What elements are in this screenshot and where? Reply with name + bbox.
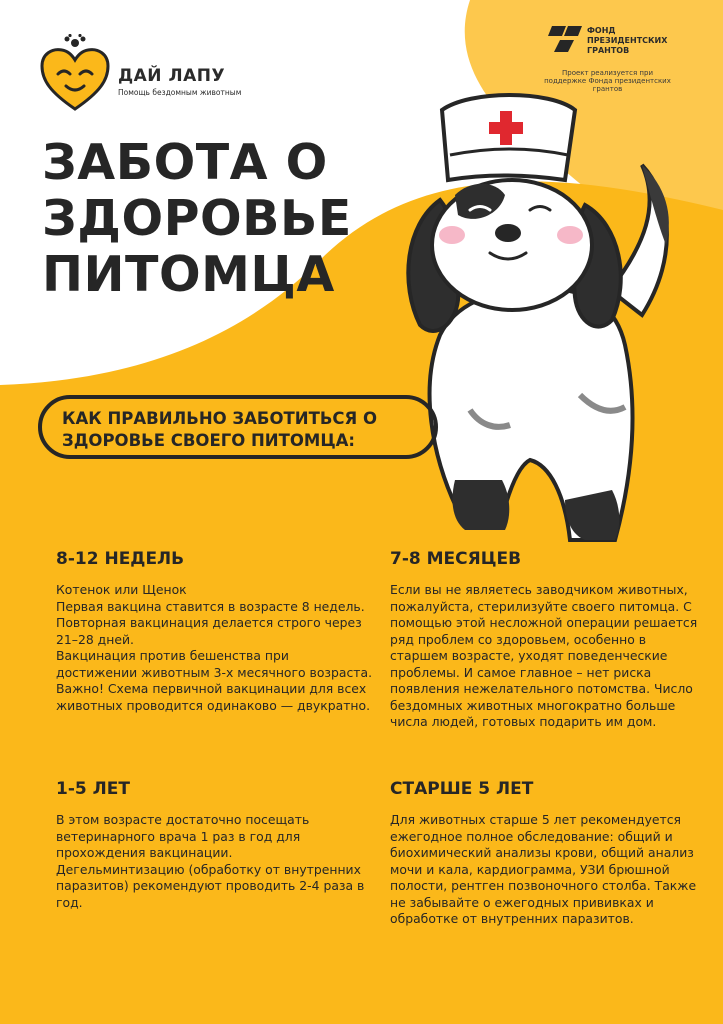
section-text: Котенок или Щенок Первая вакцина ставится в возрасте 8 недель. Повторная вакцинация делается строго через 21–28 дней. Вакцинация против бешенства при достижении животным 3-х месячного возраста. Важно! Схема первичной вакцинации для всех животных проводится одинаково — двукратно. [56,582,373,713]
section-heading: СТАРШЕ 5 ЛЕТ [390,779,534,799]
section-heading: 1-5 ЛЕТ [56,779,130,799]
dai-lapu-logo [40,34,250,114]
nurse-dog-illustration-icon [380,85,680,555]
section-over-5-years [390,778,700,928]
section-heading: 7-8 МЕСЯЦЕВ [390,549,522,569]
logo-name: ДАЙ ЛАПУ [118,66,226,86]
fund-note: Проект реализуется при поддержке Фонда президентских грантов [544,69,671,93]
section-text: Если вы не являетесь заводчиком животных, пожалуйста, стерилизуйте своего питомца. С помощью этой несложной операции решается ряд проблем со здоровьем, особенно в старшем возрасте, уходят поведенческие проблемы. И самое главное – нет риска появления нежелательного потомства. Число бездомных животных многократно больше числа людей, готовых подарить им дом. [390,582,698,729]
presidential-grants-fund-logo [540,20,690,93]
section-text: Для животных старше 5 лет рекомендуется ежегодное полное обследование: общий и биохимический анализы крови, общий анализ мочи и кала, кардиограмма, УЗИ брюшной полости, рентген позвоночного столба. Также не забывайте о ежегодных прививках и обработке от внутренних паразитов. [390,812,697,926]
fund-name: ФОНД ПРЕЗИДЕНТСКИХ ГРАНТОВ [587,26,668,55]
page-title: ЗАБОТА О ЗДОРОВЬЕ ПИТОМЦА [42,134,352,303]
section-text: В этом возрасте достаточно посещать ветеринарного врача 1 раз в год для прохождения вакцинации. Дегельминтизацию (обработку от внутренних паразитов) рекомендуют проводить 2-4 раза в год. [56,812,365,910]
paw-heart-logo-icon [40,34,110,114]
subtitle: КАК ПРАВИЛЬНО ЗАБОТИТЬСЯ О ЗДОРОВЬЕ СВОЕГО ПИТОМЦА: [62,409,377,450]
section-heading: 8-12 НЕДЕЛЬ [56,549,185,569]
subtitle-box [38,395,438,459]
section-8-12-weeks [56,548,374,714]
logo-tagline: Помощь бездомным животным [118,88,242,97]
fund-logo-icon [548,24,584,54]
section-7-8-months [390,548,700,731]
section-1-5-years [56,778,374,911]
